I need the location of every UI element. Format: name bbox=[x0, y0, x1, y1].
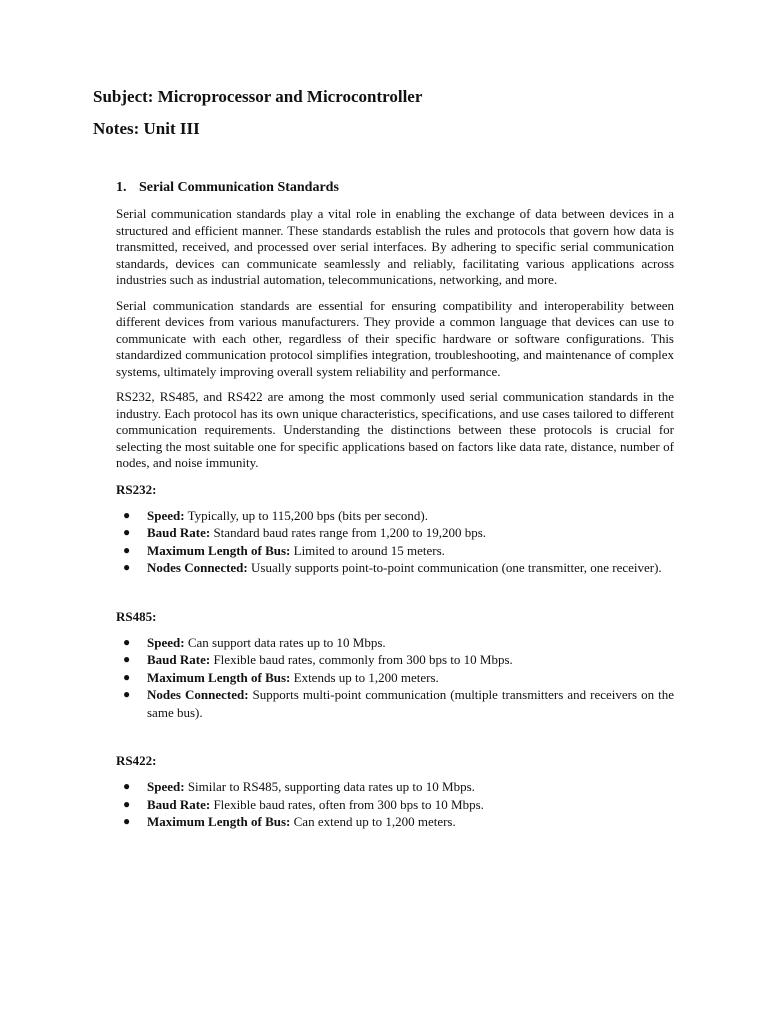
paragraph-intro: Serial communication standards play a vital role in enabling the exchange of data between devices in a structured and efficient manner. These standards establish the rules and protocols that govern how data is transmitted, received, and processed over serial interfaces. By adhering to specific serial communication standards, devices can communicate seamlessly and reliably, facilitating various applications across industries such as industrial automation, telecommunications, networking, and more. bbox=[116, 206, 674, 287]
bullet-icon: ● bbox=[123, 814, 131, 828]
list-item bbox=[116, 651, 674, 669]
bullet-icon: ● bbox=[123, 669, 131, 684]
paragraph-standards-overview: RS232, RS485, and RS422 are among the most commonly used serial communication standards in the industry. Each protocol has its own unique characteristics, specifications, and use cases tailored to different communication requirements. Understanding the distinctions between these protocols is crucial for selecting the most suitable one for specific applications based on factors like data rate, distance, number of nodes, and noise immunity. bbox=[116, 389, 674, 470]
rs485-spec-list bbox=[116, 634, 674, 722]
spec-label: Baud Rate: bbox=[147, 652, 211, 667]
rs232-heading: RS232: bbox=[116, 481, 157, 497]
list-item bbox=[116, 559, 674, 577]
document-body bbox=[116, 179, 674, 831]
section-number: 1. bbox=[116, 180, 127, 195]
notes-title: Notes: Unit III bbox=[93, 119, 200, 138]
bullet-icon: ● bbox=[123, 796, 131, 811]
bullet-icon: ● bbox=[123, 542, 131, 557]
spec-value: Extends up to 1,200 meters. bbox=[290, 669, 439, 685]
rs422-spec-list bbox=[116, 778, 674, 831]
list-item bbox=[116, 634, 674, 652]
spec-value: Can support data rates up to 10 Mbps. bbox=[184, 634, 386, 650]
spec-value: Can extend up to 1,200 meters. bbox=[290, 814, 456, 829]
list-item bbox=[116, 796, 674, 814]
spec-value: Standard baud rates range from 1,200 to 19,200 bps. bbox=[210, 525, 487, 540]
bullet-icon: ● bbox=[123, 652, 131, 666]
spec-label: Speed: bbox=[147, 634, 185, 650]
list-item bbox=[116, 524, 674, 542]
spec-label: Baud Rate: bbox=[147, 796, 211, 812]
list-item bbox=[116, 542, 674, 560]
list-item bbox=[116, 813, 674, 831]
list-item bbox=[116, 778, 674, 796]
bullet-icon: ● bbox=[123, 687, 131, 701]
bullet-icon: ● bbox=[123, 634, 131, 649]
spec-label: Baud Rate: bbox=[147, 525, 211, 540]
rs485-heading: RS485: bbox=[116, 608, 157, 624]
spec-label: Speed: bbox=[147, 779, 185, 794]
bullet-icon: ● bbox=[123, 560, 131, 574]
spec-label: Maximum Length of Bus: bbox=[147, 542, 291, 558]
spec-value: Limited to around 15 meters. bbox=[290, 542, 445, 558]
bullet-icon: ● bbox=[123, 525, 131, 539]
spec-value: Flexible baud rates, commonly from 300 bps to 10 Mbps. bbox=[210, 652, 513, 667]
list-item bbox=[116, 669, 674, 687]
spec-label: Maximum Length of Bus: bbox=[147, 669, 291, 685]
rs232-spec-list bbox=[116, 507, 674, 577]
subject-title: Subject: Microprocessor and Microcontroller bbox=[93, 87, 423, 106]
spec-value: Similar to RS485, supporting data rates up to 10 Mbps. bbox=[184, 779, 475, 794]
bullet-icon: ● bbox=[123, 779, 131, 793]
list-item bbox=[116, 507, 674, 525]
paragraph-compatibility: Serial communication standards are essential for ensuring compatibility and interoperability between different devices from various manufacturers. They provide a common language that devices can use to communicate with each other, regardless of their specific hardware or software configurations. This standardized communication protocol simplifies integration, troubleshooting, and maintenance of complex systems, ultimately improving overall system reliability and performance. bbox=[116, 297, 674, 379]
spec-label: Speed: bbox=[147, 507, 185, 523]
spec-value: Supports multi-point communication (multiple transmitters and receivers on the same bus). bbox=[147, 687, 674, 720]
section-heading bbox=[116, 179, 674, 197]
list-item bbox=[116, 686, 674, 721]
section-title: Serial Communication Standards bbox=[139, 180, 339, 195]
spec-label: Maximum Length of Bus: bbox=[147, 814, 291, 829]
rs422-heading: RS422: bbox=[116, 753, 157, 768]
spec-value: Usually supports point-to-point communication (one transmitter, one receiver). bbox=[247, 560, 662, 575]
spec-label: Nodes Connected: bbox=[147, 560, 248, 575]
spec-value: Flexible baud rates, often from 300 bps to 10 Mbps. bbox=[210, 796, 484, 812]
spec-value: Typically, up to 115,200 bps (bits per second). bbox=[184, 507, 428, 523]
bullet-icon: ● bbox=[123, 507, 131, 522]
spec-label: Nodes Connected: bbox=[147, 687, 249, 702]
